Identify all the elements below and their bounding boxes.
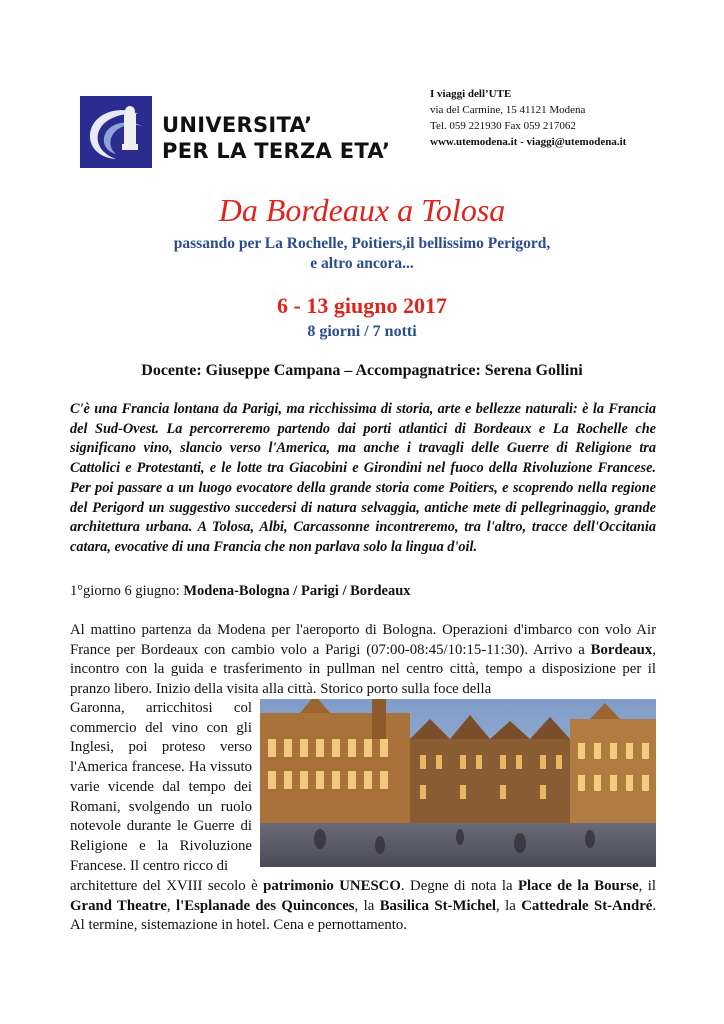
contact-title: I viaggi dell’UTE (430, 88, 512, 100)
day1-wrap-text: Garonna, arricchitosi col commercio del vino con gli Inglesi, poi proteso verso l'America francese. Ha vissuto varie vicende dal tempo dei Romani, svolgendo un ruolo notevole durante le Guerre di Religione e la Rivoluzione Francese. Il centro ricco di (70, 700, 252, 874)
logo-text (162, 112, 390, 164)
page-title: Da Bordeaux a Tolosa (218, 192, 506, 228)
logo-line2: PER LA TERZA ETA’ (162, 139, 391, 163)
end-g: , (166, 897, 177, 914)
day1-p1-c: , incontro con la guida e trasferimento in pullman nel centro città, tempo a disposizione per il pranzo libero. Inizio della visita alla città. Storico porto sulla foce della (70, 641, 656, 698)
day1-p1-b: Bordeaux (590, 641, 653, 658)
end-j: Basilica St-Michel (379, 897, 497, 914)
day1-heading (70, 583, 411, 600)
contact-block (430, 86, 626, 150)
logo-line1: UNIVERSITA’ (162, 113, 313, 137)
day1-p1-a: Al mattino partenza da Modena per l'aeroporto di Bologna. Operazioni d'imbarco con volo Air France per Bordeaux con cambio volo a Parigi (07:00-08:45/10:15-11:30). Arrivo a (70, 622, 656, 658)
day1-paragraph-end (70, 877, 656, 936)
subtitle (0, 234, 724, 274)
end-d: Place de la Bourse (518, 878, 639, 894)
end-h: l'Esplanade des Quinconces (176, 897, 355, 914)
contact-web[interactable]: www.utemodena.it - viaggi@utemodena.it (430, 136, 627, 148)
trip-dates: 6 - 13 giugno 2017 (277, 293, 447, 318)
end-f: Grand Theatre (70, 897, 167, 914)
end-i: , la (354, 897, 380, 914)
contact-phone: Tel. 059 221930 Fax 059 217062 (430, 120, 576, 132)
end-c: . Degne di nota la (400, 878, 518, 894)
docente-line: Docente: Giuseppe Campana – Accompagnatrice: Serena Gollini (141, 362, 583, 379)
trip-duration: 8 giorni / 7 notti (307, 323, 417, 340)
end-m: . Al termine, sistemazione in hotel. Cena e pernottamento. (70, 897, 657, 934)
end-l: Cattedrale St-André (521, 897, 653, 914)
subtitle-line1: passando per La Rochelle, Poitiers,il bellissimo Perigord, (173, 235, 551, 252)
intro-paragraph: C'è una Francia lontana da Parigi, ma ricchissima di storia, arte e bellezze naturali: è la Francia del Sud-Ovest. La percorreremo partendo dai porti atlantici di Bordeaux e La Rochelle che significano vino, slancio verso l'America, ma anche i travagli delle Guerre di Religione tra Cattolici e Protestanti, e le lotte tra Giacobini e Girondini nel fuoco della Rivoluzione Francese. Per poi passare a un luogo evocatore della grande storia come Poitiers, e scoprendo nella regione del Perigord un suggestivo succedersi di natura selvaggia, antiche mete di pellegrinaggio, grande architettura urbana. A Tolosa, Albi, Carcassonne incontreremo, tra l'altro, tracce dell'Occitania catara, evocative di una Francia che non parlava solo la lingua d'oil. (70, 401, 656, 555)
end-a: architetture del XVIII secolo è (70, 878, 264, 894)
end-b: patrimonio UNESCO (263, 878, 401, 894)
day1-paragraph (70, 621, 656, 700)
end-k: , la (496, 897, 522, 914)
bordeaux-square-photo (260, 699, 656, 867)
subtitle-line2: e altro ancora... (310, 255, 414, 272)
day1-route: Modena-Bologna / Parigi / Bordeaux (183, 583, 411, 599)
end-e: , il (638, 878, 657, 894)
ute-logo (80, 96, 152, 168)
day1-prefix: 1°giorno 6 giugno: (70, 583, 184, 599)
contact-address: via del Carmine, 15 41121 Modena (430, 104, 586, 116)
